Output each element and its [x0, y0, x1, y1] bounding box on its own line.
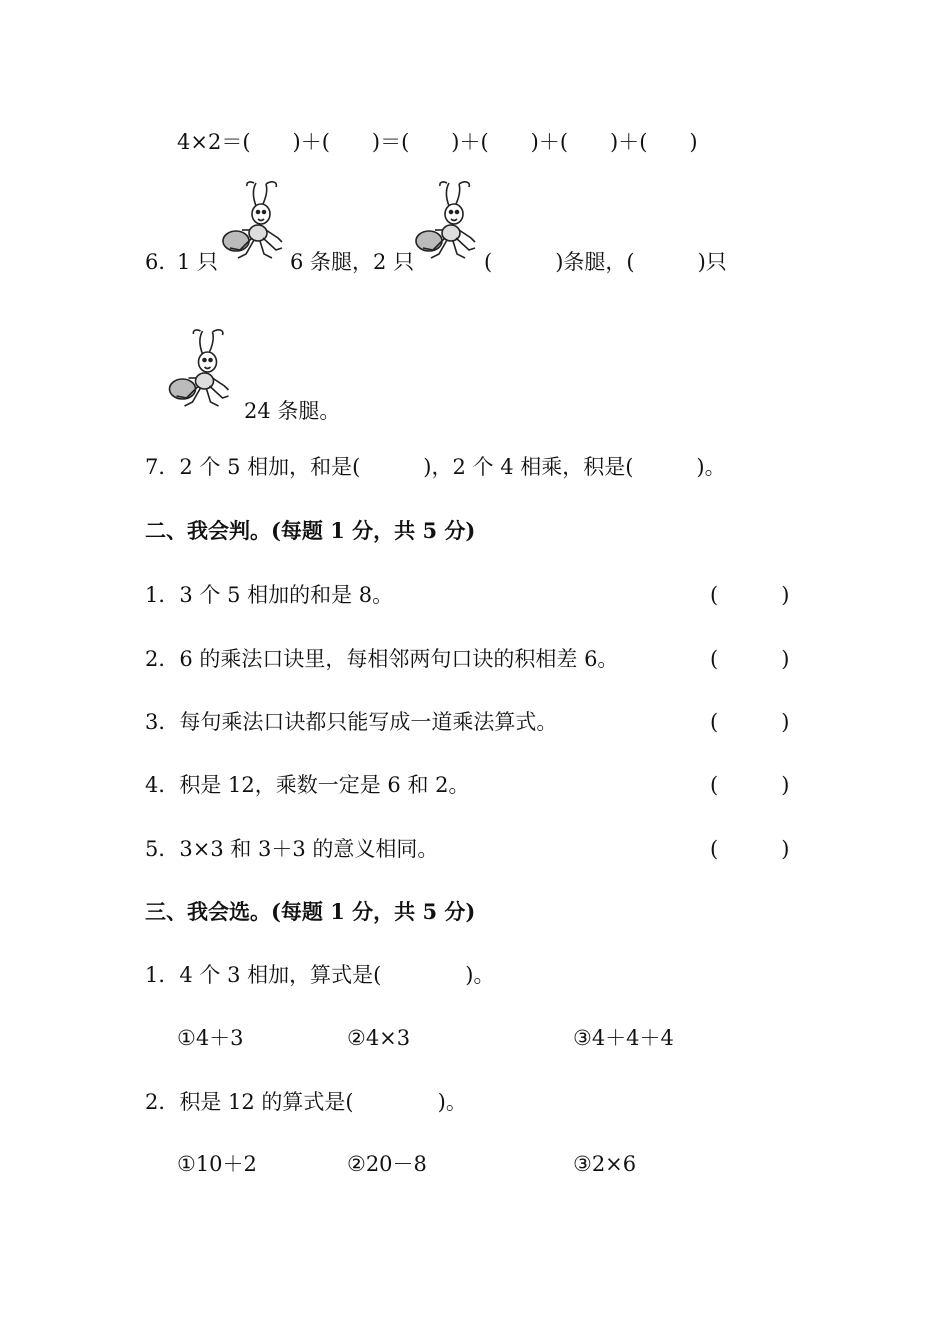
ant-icon	[160, 326, 245, 421]
q6-text-part3: ( )条腿，( )只	[484, 250, 727, 274]
ant-icon	[409, 178, 489, 273]
choice-option[interactable]: ③2×6	[573, 1152, 637, 1176]
answer-blank[interactable]: ( )	[710, 837, 790, 861]
q6-text-part2: 6 条腿，2 只	[290, 250, 415, 274]
q7-text: 7．2 个 5 相加，和是( )，2 个 4 相乘，积是( )。	[145, 455, 726, 479]
choice-option[interactable]: ①10＋2	[177, 1152, 257, 1176]
section3-title: 三、我会选。(每题 1 分，共 5 分)	[145, 899, 476, 924]
judge-item: 4．积是 12，乘数一定是 6 和 2。	[145, 773, 470, 797]
choice-option[interactable]: ①4＋3	[177, 1026, 244, 1050]
choice-question: 1．4 个 3 相加，算式是( )。	[145, 963, 495, 987]
judge-item: 3．每句乘法口诀都只能写成一道乘法算式。	[145, 710, 558, 734]
judge-item: 2．6 的乘法口诀里，每相邻两句口诀的积相差 6。	[145, 647, 619, 671]
answer-blank[interactable]: ( )	[710, 583, 790, 607]
answer-blank[interactable]: ( )	[710, 710, 790, 734]
judge-item: 5．3×3 和 3＋3 的意义相同。	[145, 837, 439, 861]
q5-equation: 4×2＝( )＋( )＝( )＋( )＋( )＋( )	[177, 130, 698, 154]
choice-option[interactable]: ③4＋4＋4	[573, 1026, 674, 1050]
q6-text-part4: 24 条腿。	[244, 399, 341, 423]
choice-option[interactable]: ②20－8	[347, 1152, 427, 1176]
answer-blank[interactable]: ( )	[710, 647, 790, 671]
judge-item: 1．3 个 5 相加的和是 8。	[145, 583, 394, 607]
q6-number: 6．	[145, 250, 180, 274]
ant-icon	[216, 178, 296, 273]
answer-blank[interactable]: ( )	[710, 773, 790, 797]
choice-option[interactable]: ②4×3	[347, 1026, 411, 1050]
section2-title: 二、我会判。(每题 1 分，共 5 分)	[145, 518, 476, 543]
choice-question: 2．积是 12 的算式是( )。	[145, 1090, 467, 1114]
q6-text-part1: 1 只	[177, 250, 219, 274]
